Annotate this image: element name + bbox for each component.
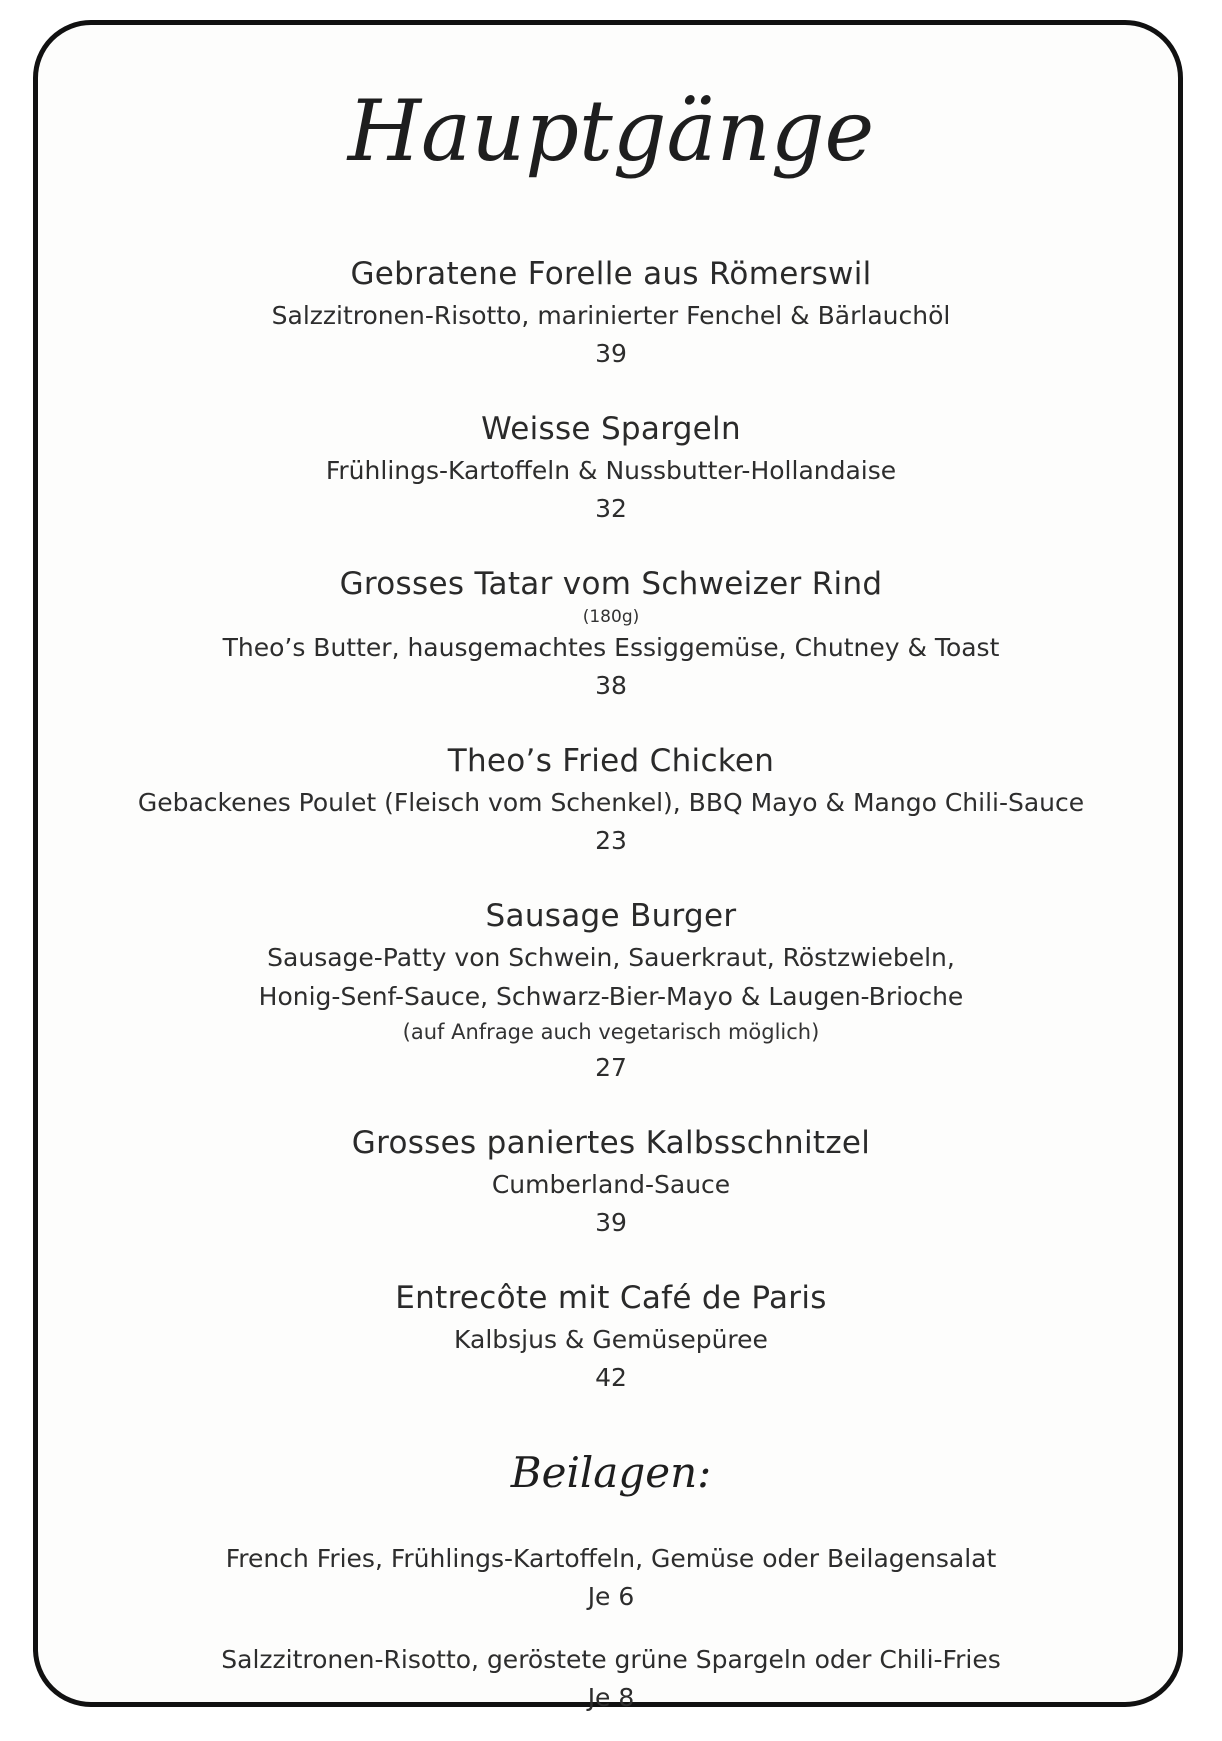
side-price: Je 6 bbox=[587, 1582, 635, 1611]
dish-description: Gebackenes Poulet (Fleisch vom Schenkel), BBQ Mayo & Mango Chili-Sauce bbox=[137, 788, 1085, 817]
sides-title-container bbox=[511, 1431, 711, 1531]
dish-price: 38 bbox=[595, 671, 627, 700]
dish-name: Theo’s Fried Chicken bbox=[447, 743, 775, 779]
dish-description-line1: Sausage-Patty von Schwein, Sauerkraut, Röstzwiebeln, bbox=[267, 943, 955, 972]
dish-description-line2: Honig-Senf-Sauce, Schwarz-Bier-Mayo & Laugen-Brioche bbox=[258, 982, 964, 1011]
side-group bbox=[40, 1539, 1182, 1616]
dish-item bbox=[40, 894, 1182, 1087]
dish-name: Weisse Spargeln bbox=[481, 411, 741, 447]
dish-item bbox=[40, 1276, 1182, 1397]
dish-description: Salzzitronen-Risotto, marinierter Fenchel & Bärlauchöl bbox=[271, 301, 951, 330]
side-items: French Fries, Frühlings-Kartoffeln, Gemüse oder Beilagensalat bbox=[225, 1544, 997, 1573]
dish-weight: (180g) bbox=[582, 607, 640, 627]
dish-description: Kalbsjus & Gemüsepüree bbox=[454, 1325, 768, 1354]
side-group bbox=[40, 1640, 1182, 1717]
dish-price: 39 bbox=[595, 339, 627, 368]
dish-note: (auf Anfrage auch vegetarisch möglich) bbox=[402, 1020, 820, 1044]
menu-list bbox=[40, 252, 1182, 1741]
dish-price: 32 bbox=[595, 494, 627, 523]
menu-title-script bbox=[347, 48, 875, 248]
side-price: Je 8 bbox=[587, 1683, 635, 1712]
sides-title-script bbox=[511, 1431, 711, 1531]
dish-name: Entrecôte mit Café de Paris bbox=[395, 1280, 827, 1316]
menu-title-container bbox=[0, 48, 1222, 248]
dish-name: Grosses paniertes Kalbsschnitzel bbox=[351, 1125, 871, 1161]
dish-price: 23 bbox=[595, 826, 627, 855]
dish-item bbox=[40, 1121, 1182, 1242]
dish-item bbox=[40, 562, 1182, 705]
menu-title: Hauptgänge bbox=[347, 82, 875, 180]
dish-name: Gebratene Forelle aus Römerswil bbox=[350, 256, 872, 292]
dish-item bbox=[40, 407, 1182, 528]
dish-item bbox=[40, 739, 1182, 860]
dish-description: Frühlings-Kartoffeln & Nussbutter-Hollandaise bbox=[325, 456, 897, 485]
dish-price: 27 bbox=[595, 1053, 627, 1082]
dish-price: 39 bbox=[595, 1208, 627, 1237]
dish-description: Theo’s Butter, hausgemachtes Essiggemüse, Chutney & Toast bbox=[222, 633, 1000, 662]
sides-title: Beilagen: bbox=[510, 1448, 712, 1497]
dish-price: 42 bbox=[595, 1363, 627, 1392]
dish-name: Sausage Burger bbox=[485, 898, 737, 934]
dish-name: Grosses Tatar vom Schweizer Rind bbox=[339, 566, 883, 602]
dish-item bbox=[40, 252, 1182, 373]
dish-description: Cumberland-Sauce bbox=[491, 1170, 731, 1199]
side-items: Salzzitronen-Risotto, geröstete grüne Spargeln oder Chili-Fries bbox=[221, 1645, 1001, 1674]
